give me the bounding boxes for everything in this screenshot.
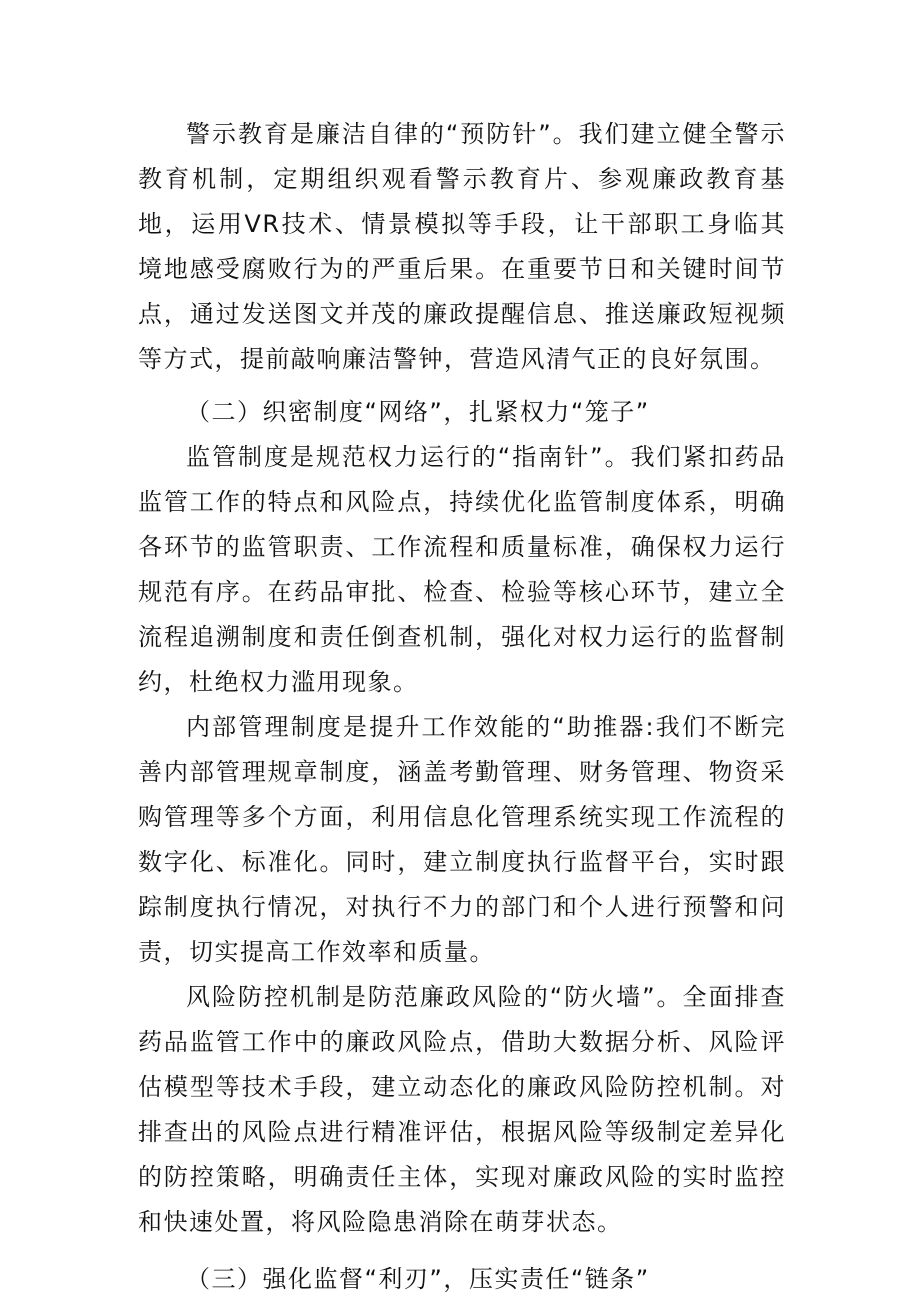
paragraph-internal-management: 内部管理制度是提升工作效能的“助推器:我们不断完善内部管理规章制度，涵盖考勤管理、财务管理、物资采购管理等多个方面，利用信息化管理系统实现工作流程的数字化、标准化。同时，建立制度执行监督平台，实时跟踪制度执行情况，对执行不力的部门和个人进行预警和问责，切实提高工作效率和质量。 [138, 713, 786, 966]
document-body [138, 112, 786, 1302]
section-heading-2: （二）织密制度“网络”，扎紧权力“笼子” [186, 398, 650, 426]
paragraph-warning-education: 警示教育是廉洁自律的“预防针”。我们建立健全警示教育机制，定期组织观看警示教育片、参观廉政教育基地，运用VR技术、情景模拟等手段，让干部职工身临其境地感受腐败行为的严重后果。在重要节日和关键时间节点，通过发送图文并茂的廉政提醒信息、推送廉政短视频等方式，提前敲响廉洁警钟，营造风清气正的良好氛围。 [138, 120, 786, 373]
section-heading-3: （三）强化监督“利刃”，压实责任“链条” [186, 1265, 650, 1293]
paragraph-risk-control: 风险防控机制是防范廉政风险的“防火墙”。全面排查药品监管工作中的廉政风险点，借助大数据分析、风险评估模型等技术手段，建立动态化的廉政风险防控机制。对排查出的风险点进行精准评估，根据风险等级制定差异化的防控策略，明确责任主体，实现对廉政风险的实时监控和快速处置，将风险隐患消除在萌芽状态。 [138, 983, 786, 1236]
paragraph-supervision-system: 监管制度是规范权力运行的“指南针”。我们紧扣药品监管工作的特点和风险点，持续优化监管制度体系，明确各环节的监管职责、工作流程和质量标准，确保权力运行规范有序。在药品审批、检查、检验等核心环节，建立全流程追溯制度和责任倒查机制，强化对权力运行的监督制约，杜绝权力滥用现象。 [138, 443, 786, 696]
